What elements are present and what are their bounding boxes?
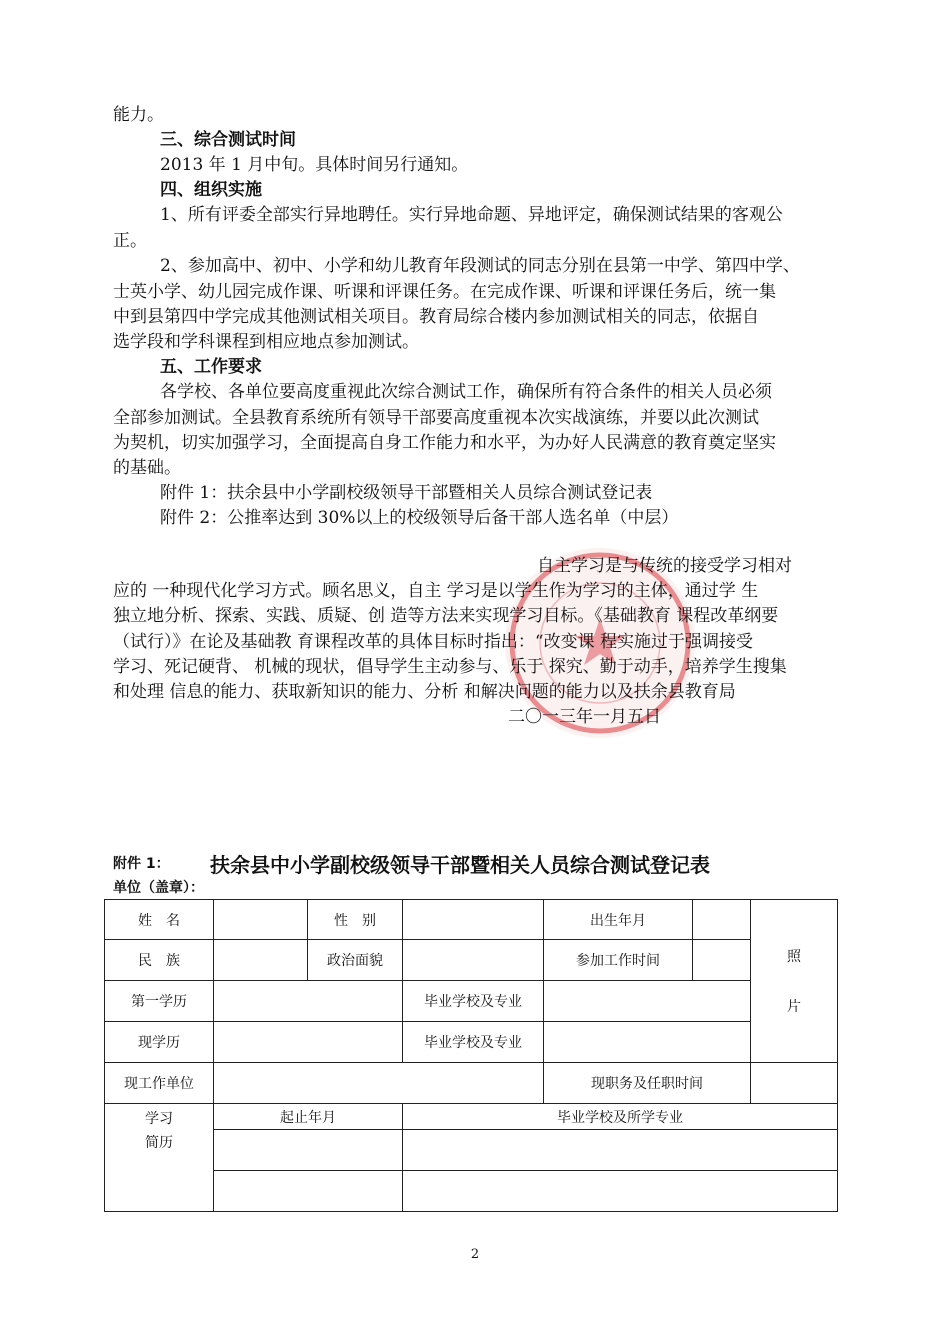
label-gender: 性 别 [308, 900, 403, 940]
label-post: 现职务及任职时间 [544, 1063, 751, 1104]
label-first-education: 第一学历 [105, 981, 214, 1022]
attachment-1-line: 附件 1：扶余县中小学副校级领导干部暨相关人员综合测试登记表 [160, 483, 653, 503]
text-line: 和处理 信息的能力、获取新知识的能力、分析 和解决问题的能力以及扶余县教育局 [113, 682, 736, 702]
photo-label-1: 照 [787, 949, 801, 965]
graduation-1-field[interactable] [544, 981, 751, 1022]
birth-field[interactable] [693, 900, 751, 940]
political-field[interactable] [403, 940, 544, 981]
text-line: 学习、死记硬背、 机械的现状，倡导学生主动参与、乐于 探究、勤于动手，培养学生搜集 [113, 657, 787, 677]
resume-label [105, 1104, 214, 1212]
resume-label-1: 学习 [145, 1111, 173, 1127]
text-line: 中到县第四中学完成其他测试相关项目。教育局综合楼内参加测试相关的同志，依据自 [113, 307, 759, 327]
name-field[interactable] [214, 900, 308, 940]
header-school-major: 毕业学校及所学专业 [403, 1104, 838, 1130]
photo-label-2: 片 [787, 999, 801, 1015]
unit-stamp-label: 单位（盖章）： [113, 880, 204, 896]
label-current-education: 现学历 [105, 1022, 214, 1063]
page-number: 2 [470, 1247, 480, 1262]
header-period: 起止年月 [214, 1104, 403, 1130]
text-line: （试行）》在论及基础教 育课程改革的具体目标时指出：“改变课 程实施过于强调接受 [113, 632, 753, 652]
gender-field[interactable] [403, 900, 544, 940]
label-graduation-1: 毕业学校及专业 [403, 981, 544, 1022]
label-political: 政治面貌 [308, 940, 403, 981]
label-work-unit: 现工作单位 [105, 1063, 214, 1104]
resume-school-field[interactable] [403, 1130, 838, 1171]
label-name: 姓 名 [105, 900, 214, 940]
resume-period-field[interactable] [214, 1171, 403, 1212]
text-line: 独立地分析、探索、实践、质疑、创 造等方法来实现学习目标。《基础教育 课程改革纲要 [113, 606, 779, 626]
registration-form-table [104, 899, 838, 1212]
resume-label-2: 简历 [145, 1135, 173, 1151]
photo-box[interactable] [751, 900, 838, 1063]
text-line: 2、参加高中、初中、小学和幼儿教育年段测试的同志分别在县第一中学、第四中学、 [160, 256, 800, 276]
graduation-2-field[interactable] [544, 1022, 751, 1063]
work-start-field[interactable] [693, 940, 751, 981]
text-line: 选学段和学科课程到相应地点参加测试。 [113, 332, 419, 352]
label-birth: 出生年月 [544, 900, 693, 940]
ethnic-field[interactable] [214, 940, 308, 981]
post-field[interactable] [751, 1063, 838, 1104]
resume-school-field[interactable] [403, 1171, 838, 1212]
text-line: 能力。 [113, 105, 164, 125]
attachment-2-line: 附件 2：公推率达到 30%以上的校级领导后备干部人选名单（中层） [160, 508, 679, 528]
text-line: 士英小学、幼儿园完成作课、听课和评课任务。在完成作课、听课和评课任务后，统一集 [113, 282, 776, 302]
resume-period-field[interactable] [214, 1130, 403, 1171]
text-line: 全部参加测试。全县教育系统所有领导干部要高度重视本次实战演练，并要以此次测试 [113, 408, 759, 428]
text-line: 1、所有评委全部实行异地聘任。实行异地命题、异地评定，确保测试结果的客观公 [160, 205, 783, 225]
label-work-start: 参加工作时间 [544, 940, 693, 981]
attachment-label: 附件 1： [113, 856, 170, 872]
work-unit-field[interactable] [214, 1063, 544, 1104]
text-line: 应的 一种现代化学习方式。顾名思义，自主 学习是以学生作为学习的主体，通过学 生 [113, 581, 759, 601]
label-graduation-2: 毕业学校及专业 [403, 1022, 544, 1063]
text-line: 为契机，切实加强学习，全面提高自身工作能力和水平，为办好人民满意的教育奠定坚实 [113, 433, 776, 453]
document-date: 二〇一三年一月五日 [508, 707, 661, 727]
current-education-field[interactable] [214, 1022, 403, 1063]
text-line: 自主学习是与传统的接受学习相对 [537, 556, 792, 576]
text-line: 2013 年 1 月中旬。具体时间另行通知。 [160, 155, 469, 175]
section-heading-4: 四、组织实施 [160, 180, 262, 200]
text-line: 各学校、各单位要高度重视此次综合测试工作，确保所有符合条件的相关人员必须 [160, 382, 772, 402]
section-heading-3: 三、综合测试时间 [160, 130, 296, 150]
text-line: 的基础。 [113, 458, 181, 478]
label-ethnic: 民 族 [105, 940, 214, 981]
form-title: 扶余县中小学副校级领导干部暨相关人员综合测试登记表 [210, 853, 710, 877]
first-education-field[interactable] [214, 981, 403, 1022]
section-heading-5: 五、工作要求 [160, 357, 262, 377]
text-line: 正。 [113, 231, 147, 251]
